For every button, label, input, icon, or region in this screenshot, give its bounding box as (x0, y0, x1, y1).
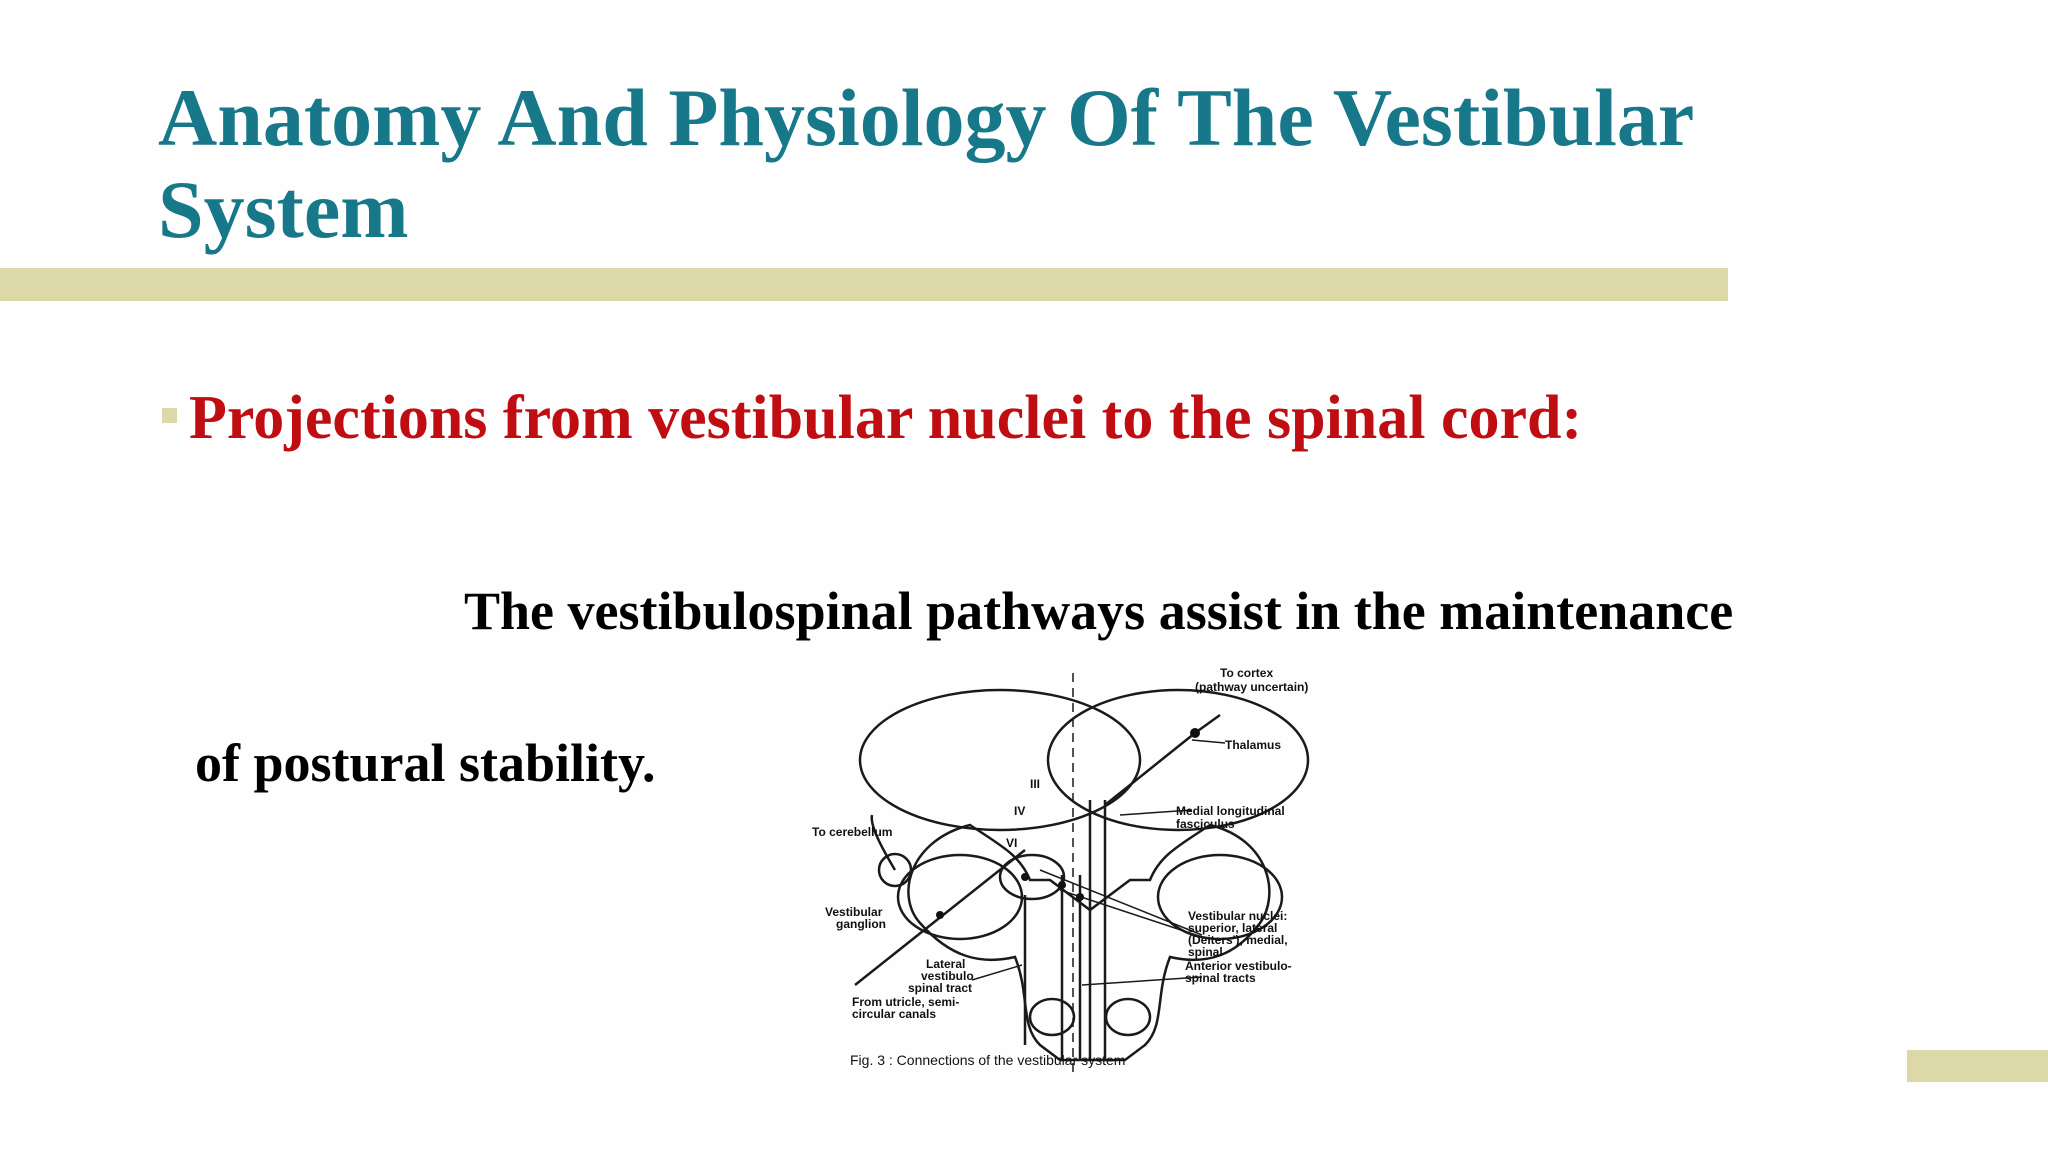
label-lateral-3: spinal tract (908, 981, 973, 995)
label-from-1: From utricle, semi- (852, 995, 960, 1009)
body-text-line-1: The vestibulospinal pathways assist in the maintenance (464, 581, 1734, 641)
label-lateral-1: Lateral (926, 957, 966, 971)
label-anterior-2: spinal tracts (1185, 971, 1256, 985)
bullet-item (162, 378, 1582, 458)
label-pathway-uncertain: (pathway uncertain) (1195, 680, 1309, 694)
lower-ring-right (1106, 999, 1150, 1035)
label-lateral-2: vestibulo (921, 969, 974, 983)
nucleus-node-1 (1021, 873, 1029, 881)
label-ganglion: ganglion (836, 917, 886, 931)
thalamus-node (1190, 728, 1200, 738)
label-from-2: circular canals (852, 1007, 937, 1021)
label-mlf-2: fasciculus (1176, 817, 1235, 831)
anterior-leader (1082, 977, 1202, 985)
label-mlf-1: Medial longitudinal (1176, 804, 1285, 818)
label-to-cortex: To cortex (1220, 666, 1274, 680)
to-cerebellum-path (872, 815, 895, 870)
left-hemisphere-outline (860, 690, 1140, 830)
label-cranial-iii: III (1030, 777, 1041, 791)
body-text-line-2: of postural stability. (195, 733, 656, 793)
label-anterior-1: Anterior vestibulo- (1185, 959, 1292, 973)
ascending-pathway (1105, 715, 1220, 805)
corner-accent-bar (1907, 1050, 2048, 1082)
nucleus-node-2 (1058, 881, 1066, 889)
lateral-leader (972, 965, 1022, 980)
label-thalamus: Thalamus (1225, 738, 1282, 752)
label-cranial-iv: IV (1014, 804, 1026, 818)
title-underline-bar (0, 268, 1728, 301)
label-nuclei-2: superior, lateral (1188, 921, 1278, 935)
nucleus-node-3 (1076, 893, 1084, 901)
label-nuclei-1: Vestibular nuclei: (1188, 909, 1288, 923)
label-vestibular: Vestibular (825, 905, 883, 919)
square-bullet-icon (162, 408, 177, 423)
slide-title: Anatomy And Physiology Of The Vestibular System (158, 72, 1693, 255)
label-nuclei-4: spinal (1188, 945, 1223, 959)
bullet-text: Projections from vestibular nuclei to the spinal cord: (189, 384, 1583, 452)
label-to-cerebellum: To cerebellum (812, 825, 893, 839)
lower-ring-left (1030, 999, 1074, 1035)
nuclei-leader-1 (1040, 870, 1202, 935)
figure-caption: Fig. 3 : Connections of the vestibular system (850, 1052, 1126, 1068)
ganglion-node (936, 911, 944, 919)
label-nuclei-3: (Deiters'), medial, (1188, 933, 1288, 947)
thalamus-leader (1192, 740, 1225, 743)
label-cranial-vi: VI (1006, 836, 1018, 850)
vestibular-connections-figure (800, 665, 1360, 1083)
brainstem-diagram (800, 665, 1360, 1083)
